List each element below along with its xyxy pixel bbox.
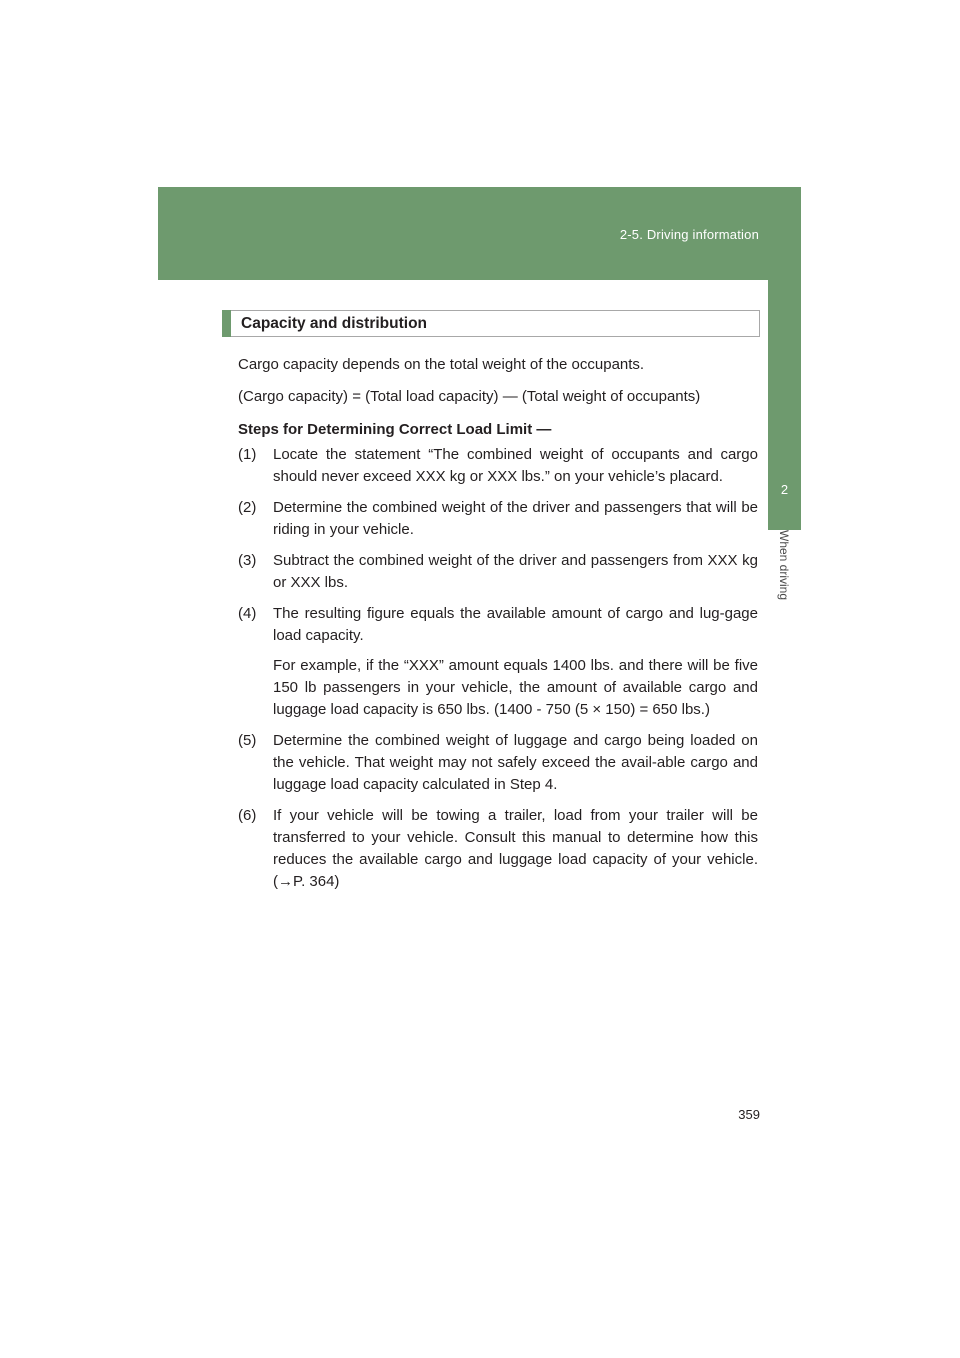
steps-title: Steps for Determining Correct Load Limit — [238,421,552,438]
chapter-tab [768,280,801,530]
list-item [238,550,758,594]
page-number: 359 [738,1107,760,1122]
step-number: (1) [238,446,257,463]
step-text: Determine the combined weight of the driver and passengers that will be riding in your vehicle. [273,499,758,538]
main-content [222,310,760,902]
step-number: (5) [238,732,257,749]
step-example: For example, if the “XXX” amount equals 1400 lbs. and there will be five 150 lb passengers in your vehicle, the amount of available cargo and luggage load capacity is 650 lbs. (1400 - 750 (5 × 150) = 650 lbs.) [273,657,758,718]
list-item [238,444,758,488]
section-title: 2-5. Driving information [619,227,759,242]
list-item [238,603,758,721]
step-text: The resulting figure equals the available amount of cargo and lug-gage load capacity. [273,605,758,644]
step-number: (6) [238,807,257,824]
chapter-number: 2 [780,482,789,497]
steps-list [238,444,758,893]
heading-accent [222,310,231,337]
step-text: Locate the statement “The combined weight of occupants and cargo should never exceed XXX kg or XXX lbs.” on your vehicle’s placard. [273,446,758,485]
formula-paragraph: (Cargo capacity) = (Total load capacity) — (Total weight of occupants) [238,388,701,405]
list-item [238,497,758,541]
intro-paragraph: Cargo capacity depends on the total weight of the occupants. [238,356,645,373]
list-item [238,730,758,796]
step-number: (3) [238,552,257,569]
section-heading-bar [222,310,760,337]
step-number: (2) [238,499,257,516]
header-band [158,187,801,280]
body-text [238,354,758,893]
chapter-title: When driving [776,530,791,601]
step-text: Subtract the combined weight of the driver and passengers from XXX kg or XXX lbs. [273,552,758,591]
step-text: If your vehicle will be towing a trailer, load from your trailer will be transferred to your vehicle. Consult this manual to determine how this reduces the available cargo and luggage load capacity of your vehicle. (→P. 364) [273,807,758,890]
section-heading: Capacity and distribution [241,314,428,332]
list-item [238,805,758,893]
step-number: (4) [238,605,257,622]
step-text: Determine the combined weight of luggage and cargo being loaded on the vehicle. That weight may not safely exceed the avail-able cargo and luggage load capacity calculated in Step 4. [273,732,758,793]
chapter-side-label [768,530,801,630]
